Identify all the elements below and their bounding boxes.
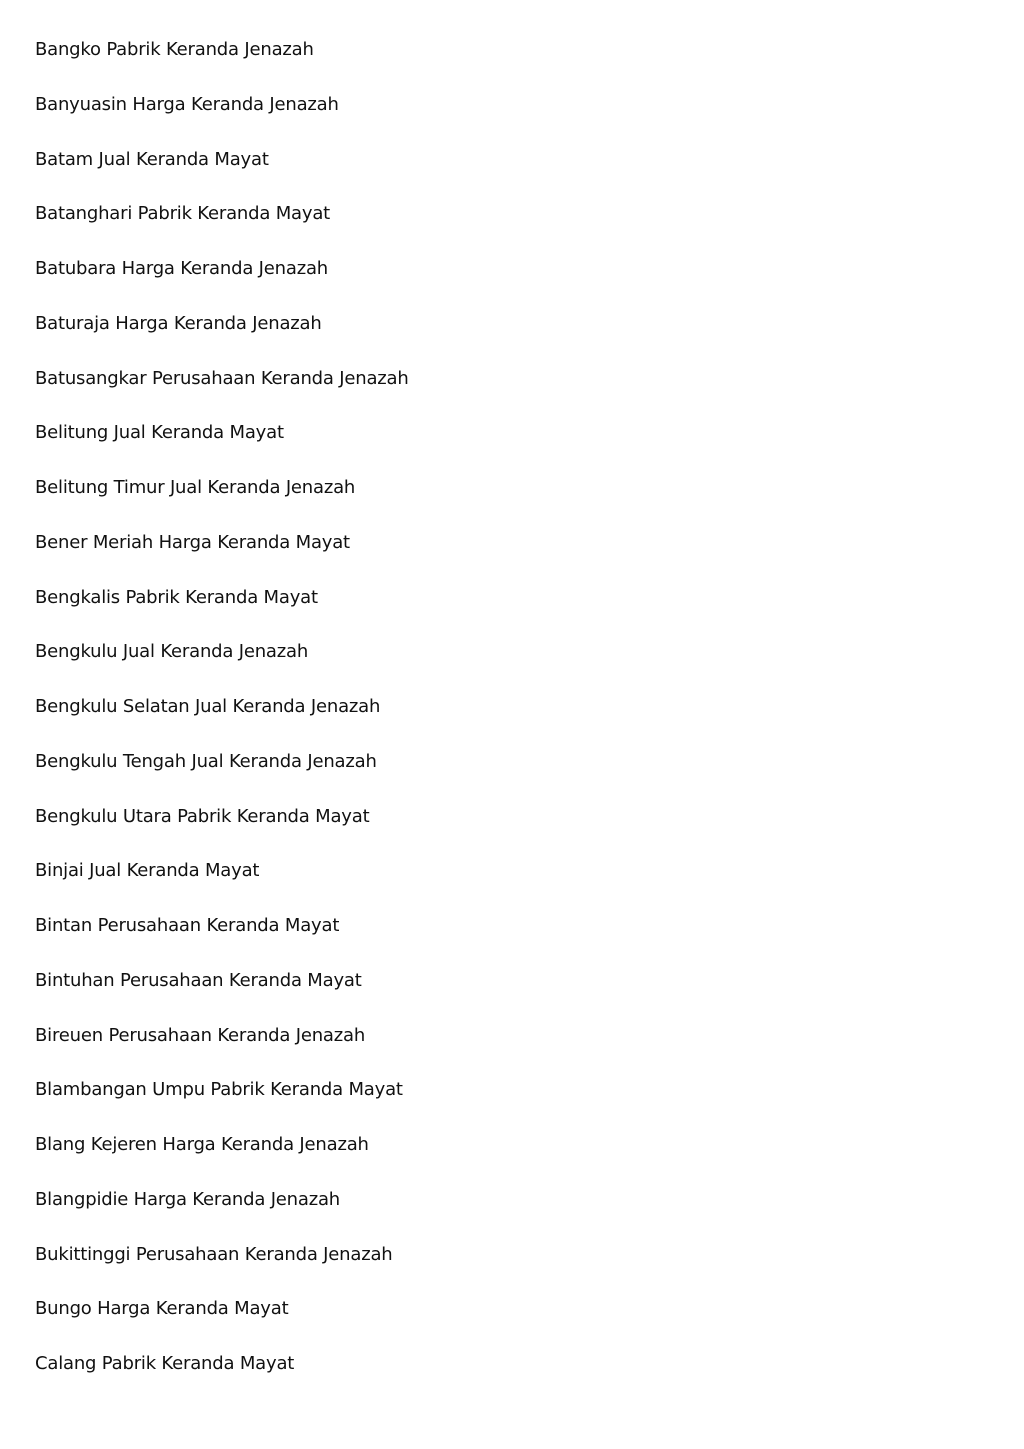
list-item: Bangko Pabrik Keranda Jenazah — [35, 39, 314, 60]
list-item: Batam Jual Keranda Mayat — [35, 148, 269, 170]
list-item: Bengkulu Tengah Jual Keranda Jenazah — [35, 750, 377, 772]
list-item: Batubara Harga Keranda Jenazah — [35, 258, 328, 279]
list-item: Blangpidie Harga Keranda Jenazah — [35, 1188, 340, 1210]
list-item: Bener Meriah Harga Keranda Mayat — [35, 531, 350, 553]
list-item: Bintuhan Perusahaan Keranda Mayat — [35, 969, 362, 991]
list-item: Bukittinggi Perusahaan Keranda Jenazah — [35, 1243, 393, 1265]
list-item: Banyuasin Harga Keranda Jenazah — [35, 93, 339, 115]
list-item: Belitung Jual Keranda Mayat — [35, 422, 284, 444]
list-item: Calang Pabrik Keranda Mayat — [35, 1353, 295, 1374]
list-item: Baturaja Harga Keranda Jenazah — [35, 312, 322, 334]
list-item: Bengkulu Utara Pabrik Keranda Mayat — [35, 805, 370, 827]
list-item: Bungo Harga Keranda Mayat — [35, 1298, 289, 1320]
list-item: Bengkalis Pabrik Keranda Mayat — [35, 586, 318, 608]
list-item: Bintan Perusahaan Keranda Mayat — [35, 915, 340, 936]
list-item: Binjai Jual Keranda Mayat — [35, 860, 260, 882]
list-item: Blang Kejeren Harga Keranda Jenazah — [35, 1134, 369, 1155]
list-item: Bengkulu Selatan Jual Keranda Jenazah — [35, 696, 381, 717]
list-item: Belitung Timur Jual Keranda Jenazah — [35, 477, 356, 498]
list-item: Blambangan Umpu Pabrik Keranda Mayat — [35, 1079, 403, 1101]
list-item: Bireuen Perusahaan Keranda Jenazah — [35, 1024, 366, 1046]
page-text-list — [35, 36, 409, 1405]
list-item: Batanghari Pabrik Keranda Mayat — [35, 203, 331, 225]
list-item: Bengkulu Jual Keranda Jenazah — [35, 641, 309, 663]
list-item: Batusangkar Perusahaan Keranda Jenazah — [35, 367, 409, 389]
